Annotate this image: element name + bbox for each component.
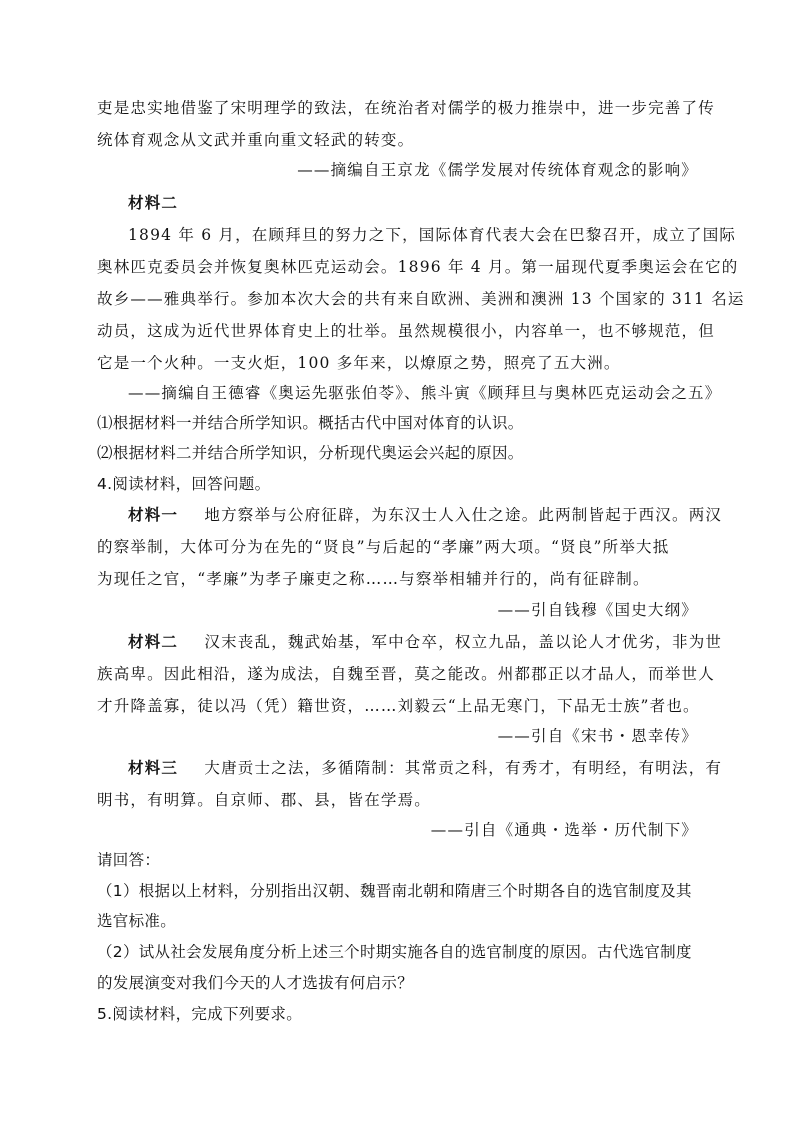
paragraph-line <box>128 758 722 778</box>
question-item: 选官标准。 <box>97 912 177 930</box>
question-item: ⑵根据材料二并结合所学知识，分析现代奥运会兴起的原因。 <box>97 444 524 462</box>
material-heading: 材料二 <box>128 193 179 212</box>
paragraph-line <box>128 632 722 652</box>
paragraph-line: 1894 年 6 月，在顾拜旦的努力之下，国际体育代表大会在巴黎召开，成立了国际 <box>128 226 737 244</box>
question-item: ⑴根据材料一并结合所学知识。概括古代中国对体育的认识。 <box>97 414 524 432</box>
paragraph-line: 奥林匹克委员会并恢复奥林匹克运动会。1896 年 4 月。第一届现代夏季奥运会在它的 <box>97 258 739 276</box>
citation: ——引自《通典・选举・历代制下》 <box>430 821 698 839</box>
question-item: 的发展演变对我们今天的人才选拔有何启示？ <box>97 974 414 992</box>
paragraph-line <box>128 505 722 525</box>
paragraph-line: 它是一个火种。一支火炬，100 多年来，以燎原之势，照亮了五大洲。 <box>97 354 621 372</box>
material-label: 材料二 <box>128 632 179 651</box>
citation: ——摘编自王京龙《儒学发展对传统体育观念的影响》 <box>297 161 698 179</box>
citation: ——引自《宋书・恩幸传》 <box>497 727 698 745</box>
question-title: 4.阅读材料，回答问题。 <box>97 475 271 493</box>
citation: ——摘编自王德睿《奥运先驱张伯苓》、熊斗寅《顾拜旦与奥林匹克运动会之五》 <box>128 384 722 402</box>
paragraph-line: 故乡——雅典举行。参加本次大会的共有来自欧洲、美洲和澳洲 13 个国家的 311 名运 <box>97 290 745 308</box>
material-text: 大唐贡士之法，多循隋制：其常贡之科，有秀才，有明经，有明法，有 <box>204 759 723 777</box>
paragraph-line: 族高卑。因此相沿，遂为成法，自魏至晋，莫之能改。州都郡正以才品人，而举世人 <box>97 665 715 683</box>
paragraph-line: 动员，这成为近代世界体育史上的壮举。虽然规模很小，内容单一，也不够规范，但 <box>97 322 715 340</box>
paragraph-line: 才升降盖寡，徒以冯（凭）籍世资，……刘毅云“上品无寒门，下品无士族”者也。 <box>97 697 700 715</box>
paragraph-line: 的察举制，大体可分为在先的“贤良”与后起的“孝廉”两大项。“贤良”所举大抵 <box>97 538 670 556</box>
material-label: 材料三 <box>128 758 179 777</box>
material-text: 汉末丧乱，魏武始基，军中仓卒，权立九品，盖以论人才优劣，非为世 <box>204 633 723 651</box>
paragraph-line: 统体育观念从文武并重向重文轻武的转变。 <box>97 131 415 149</box>
paragraph-line: 明书，有明算。自京师、郡、县，皆在学焉。 <box>97 791 432 809</box>
question-item: （1）根据以上材料，分别指出汉朝、魏晋南北朝和隋唐三个时期各自的选官制度及其 <box>97 882 692 900</box>
paragraph-line: 为现任之官，“孝廉”为孝子廉吏之称……与察举相辅并行的，尚有征辟制。 <box>97 570 650 588</box>
paragraph-line: 吏是忠实地借鉴了宋明理学的致法，在统治者对儒学的极力推崇中，进一步完善了传 <box>97 99 715 117</box>
question-title: 5.阅读材料，完成下列要求。 <box>97 1005 302 1023</box>
question-item: （2）试从社会发展角度分析上述三个时期实施各自的选官制度的原因。古代选官制度 <box>97 943 692 961</box>
material-label: 材料一 <box>128 505 179 524</box>
citation: ——引自钱穆《国史大纲》 <box>497 601 698 619</box>
prompt-text: 请回答： <box>97 851 161 869</box>
material-text: 地方察举与公府征辟，为东汉士人入仕之途。此两制皆起于西汉。两汉 <box>204 506 723 524</box>
